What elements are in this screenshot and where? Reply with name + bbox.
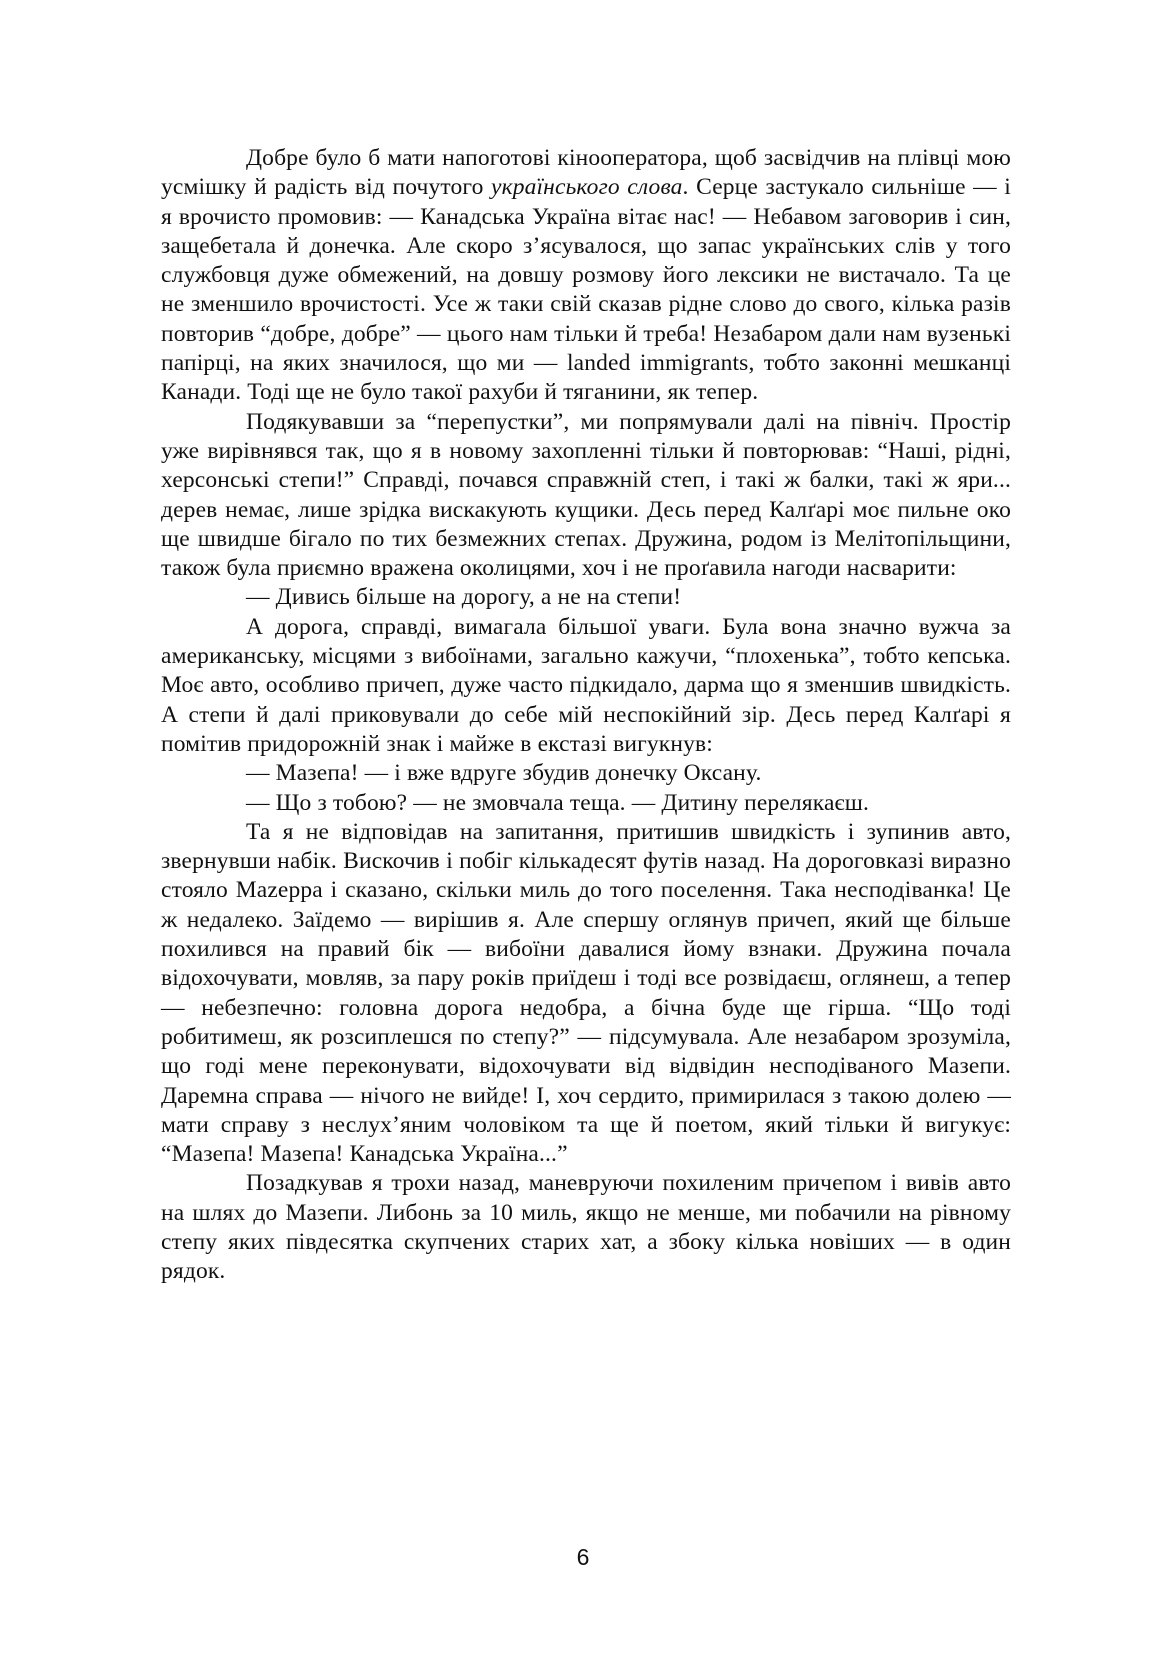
paragraph-1-text-end: . Серце застукало сильніше — і я врочисто промовив: — Канадська Україна вітає нас! — Небавом заговорив і син, защебетала й донечка. Але скоро з’ясувалося, що запас українських слів у того службовця дуже обмежений, на довшу розмову його лексики не вистачало. Та це не зменшило врочистості. Усе ж таки свій сказав рідне слово до свого, кілька разів повторив “добре, добре” — цього нам тільки й треба! Незабаром дали нам вузенькі папірці, на яких значилося, що ми — landed immigrants, тобто законні мешканці Канади. Тоді ще не було такої рахуби й тяганини, як тепер. [161,174,1011,406]
page-body [161,144,1011,1287]
page-number: 6 [576,1544,590,1570]
paragraph-3: А дорога, справді, вимагала більшої уваги. Була вона значно вужча за американську, місцями з вибоїнами, загально кажучи, “плохенька”, тобто кепська. Моє авто, особливо причеп, дуже часто підкидало, дарма що я зменшив швидкість. А степи й далі приковували до себе мій неспокійний зір. Десь перед Калґарі я помітив придорожній знак і майже в екстазі вигукнув: [161,613,1011,757]
paragraph-1-text-start: Добре було б мати напоготові кінооператора, щоб засвідчив на плівці мою усмішку й радість від почутого [161,145,1011,201]
paragraph-5: Позадкував я трохи назад, маневруючи похиленим причепом і вивів авто на шлях до Мазепи. Либонь за 10 миль, якщо не менше, ми побачили на рівному степу яких півдесятка скупчених старих хат, а збоку кілька новіших — в один рядок. [161,1170,1011,1285]
paragraph-2: Подякувавши за “перепустки”, ми попрямували далі на північ. Простір уже вирівнявся так, що я в новому захопленні тільки й повторював: “Наші, рідні, херсонські степи!” Справді, почався справжній степ, і такі ж балки, такі ж яри... дерев немає, лише зрідка вискакують кущики. Десь перед Калґарі моє пильне око ще швидше бігало по тих безмежних степах. Дружина, родом із Мелітопільщини, також була приємно вражена околицями, хоч і не проґавила нагоди насварити: [161,408,1011,582]
paragraph-4: Та я не відповідав на запитання, притишив швидкість і зупинив авто, звернувши набік. Вискочив і побіг кількадесят футів назад. На дороговказі виразно стояло Mazeppa і сказано, скільки миль до того поселення. Така несподіванка! Це ж недалеко. Заїдемо — вирішив я. Але спершу оглянув причеп, який ще більше похилився на правий бік — вибоїни давалися йому взнаки. Дружина почала відохочувати, мовляв, за пару років приїдеш і тоді все розвідаєш, оглянеш, а тепер — небезпечно: головна дорога недобра, а бічна буде ще гірша. “Що тоді робитимеш, як розсиплешся по степу?” — підсумувала. Але незабаром зрозуміла, що годі мене переконувати, відохочувати від відвідин несподіваного Мазепи. Даремна справа — нічого не вийде! І, хоч сердито, примирилася з такою долею — мати справу з неслух’яним чоловіком та ще й поетом, який тільки й вигукує: “Мазепа! Мазепа! Канадська Україна...” [161,818,1011,1168]
paragraph-1 [161,144,1011,408]
dialogue-line-3: — Що з тобою? — не змовчала теща. — Дитину перелякаєш. [246,789,870,816]
dialogue-line-1: — Дивись більше на дорогу, а не на степи! [246,584,682,611]
emphasized-phrase: українського слова [490,174,683,201]
dialogue-line-2: — Мазепа! — і вже вдруге збудив донечку Оксану. [246,760,762,787]
